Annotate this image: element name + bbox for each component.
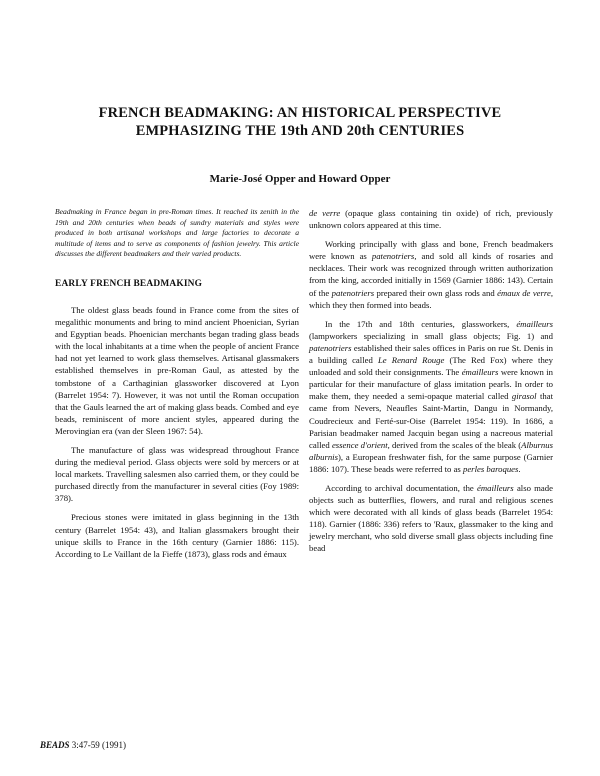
text-run: ), a European freshwater fish, for the same purpose (Garnier 1886: 107). These beads were referred to as [309,451,553,474]
title-line-1: FRENCH BEADMAKING: AN HISTORICAL PERSPECTIVE [98,105,502,121]
text-run: , which they then formed into beads. [309,287,553,310]
italic-term: perles baroques [462,463,519,474]
text-run: (opaque glass containing tin oxide) of rich, previously unknown colors appeared at this time. [309,208,553,231]
text-run: (The Red Fox) where they unloaded and sold their consignments. The [309,355,553,378]
paragraph: The manufacture of glass was widespread throughout France during the medieval period. Glass objects were sold by mercers or at local markets. Travelling salesmen also carried them, or they could be purchased directly from the manufacturer in several cities (Foy 1989: 378). [55,445,299,504]
italic-term: girasol [511,391,537,402]
italic-term: émailleurs [477,482,514,493]
text-run: (lampworkers specializing in small glass objects; Fig. 1) and [309,330,553,341]
title-line-2: EMPHASIZING THE 19th AND 20th CENTURIES [135,123,465,139]
section-heading: EARLY FRENCH BEADMAKING [55,278,203,289]
text-run: Working principally with glass and bone, French beadmakers were known as [309,239,553,262]
journal-name: BEADS [40,740,70,750]
paragraph: The oldest glass beads found in France come from the sites of megalithic monuments and bring to mind ancient Phoenician, Syrian and Egyptian beads. Phoenician merchants began trading glass beads with the local inhabitants at a time when the people of ancient France had not yet learned to work glass themselves. Artisanal glassmakers established themselves in pre-Roman Gaul, as attested by the tombstone of a Carthaginian glassworker discovered at Lyon (Barrelet 1954: 7). However, it was not until the Roman occupation that the Gauls learned the art of making glass beads. Combed and eye beads, reminiscent of more ancient styles, appeared during the Merovingian era (van der Sleen 1967: 54). [55,304,299,436]
journal-citation [40,739,126,751]
italic-term: essence d'orient [331,439,388,450]
paragraph [309,482,553,555]
text-run: prepared their own glass rods and [374,287,498,298]
text-run: , and sold all kinds of rosaries and necklaces. Their work was recognized through written authorization from the king, accorded initially in 1569 (Garnier 1886: 143). Certain of the [309,251,553,298]
text-run: also made objects such as butterflies, flowers, and rural and religious scenes which were decorated with all kinds of glass beads (Barrelet 1954: 118). Garnier (1886: 336) refers to 'Raux, glassmaker to the king and jewelry merchant, who sold diverse small glass objects including fine bead [309,482,553,554]
italic-term: Alburnus alburnis [309,439,553,462]
right-column [309,207,553,562]
authors: Marie-José Opper and Howard Opper [209,173,391,185]
left-column [55,207,299,567]
italic-term: émailleurs [516,318,553,329]
volume-pages: 3:47-59 (1991) [69,740,127,750]
paragraph [309,238,553,311]
text-run: established their sales offices in Paris on rue St. Denis in a building called [309,342,553,366]
text-run: , derived from the scales of the bleak ( [387,439,522,450]
italic-term: émaux de verre [497,287,551,298]
italic-term: patenotriers [331,287,375,298]
italic-term: Le Renard Rouge [377,355,445,366]
text-run: were known in particular for their manufacture of glass imitation pearls. In order to make them, they needed a semi-opaque material called [309,367,553,402]
text-run: According to archival documentation, the [325,482,478,493]
italic-term: de verre [309,208,341,218]
paragraph [309,318,553,475]
italic-term: patenotriers [309,342,352,353]
italic-term: patenotriers [371,251,415,262]
text-run: In the 17th and 18th centuries, glassworkers, [325,318,517,329]
article-title [40,104,560,140]
paragraph: Precious stones were imitated in glass beginning in the 13th century (Barrelet 1954: 43), and Italian glassmakers brought their unique skills to France in the 16th century (Garnier 1886: 115). According to Le Vaillant de la Fieffe (1873), glass rods and émaux [55,512,299,559]
text-run: . [518,463,521,474]
text-run: that came from Nevers, Neaufles Saint-Martin, Dangu in Normandy, Coudrecieux and Ferté-sur-Oise (Barrelet 1954: 119). In 1686, a Parisian beadmaker named Jacquin began using a nacreous material called [309,391,554,450]
paragraph [309,207,553,231]
abstract: Beadmaking in France began in pre-Roman times. It reached its zenith in the 19th and 20th centuries when beads of sundry materials and styles were produced in both artisanal workshops and large factories to decorate a multitude of items and to serve as components of fashion jewelry. This article discusses the different beadmakers and their varied products. [55,207,299,259]
italic-term: émailleurs [461,367,499,378]
